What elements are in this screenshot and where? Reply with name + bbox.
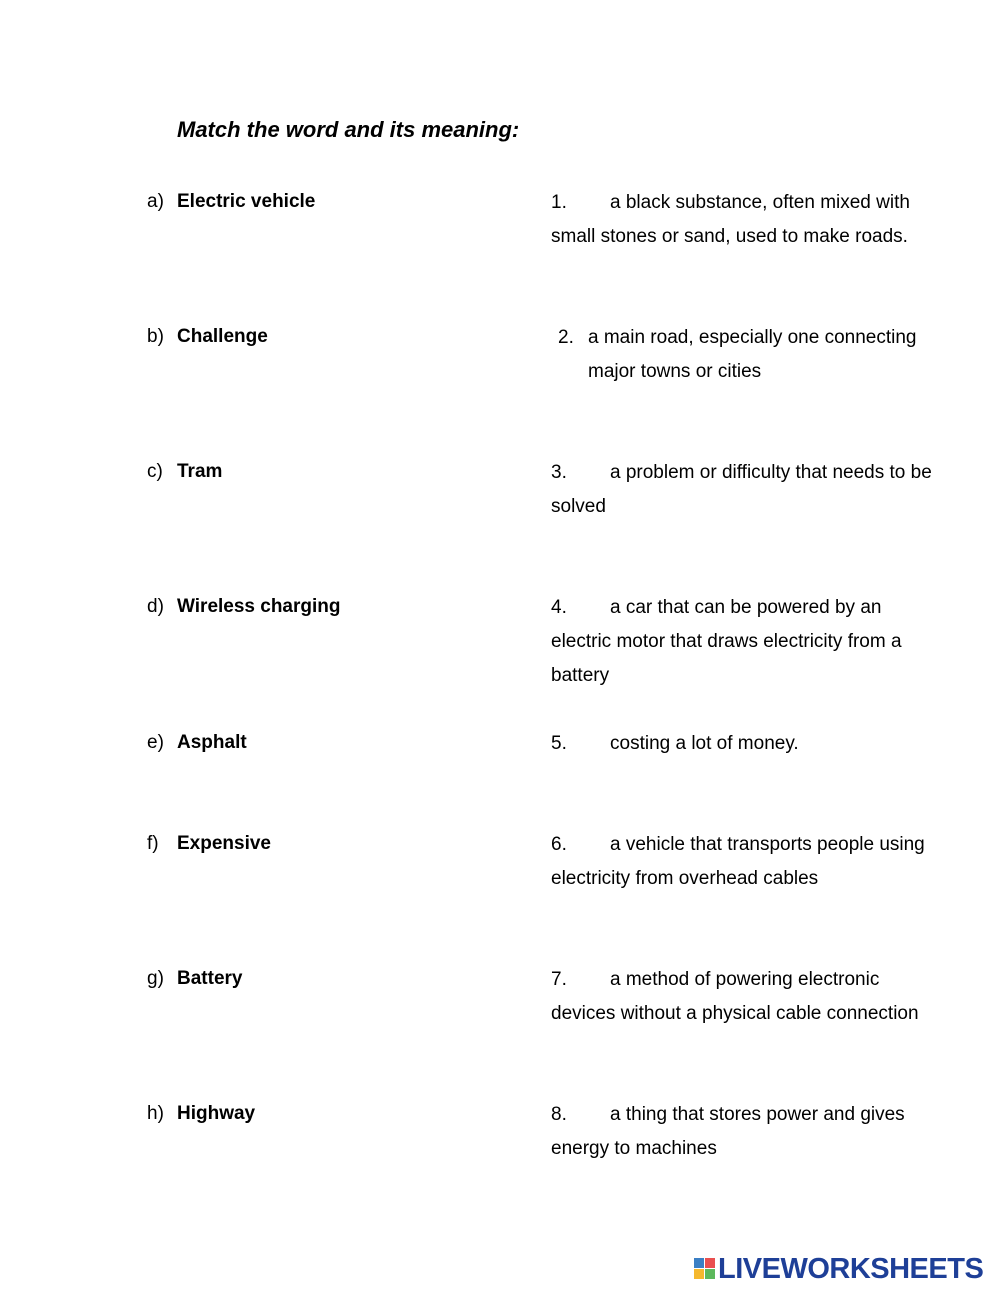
word-letter: h) [147,1103,164,1124]
meaning-text: costing a lot of money. [610,733,799,754]
word-term: Highway [177,1103,256,1124]
meaning-number: 8. [551,1104,567,1125]
word-item-b [147,326,268,348]
word-term: Tram [177,461,223,482]
meaning-number: 5. [551,733,567,754]
meaning-item-3 [551,456,941,524]
meaning-item-5 [551,727,941,761]
meaning-item-1 [551,186,941,254]
word-item-e [147,732,247,754]
meaning-item-4 [551,591,941,693]
meaning-number: 6. [551,834,567,855]
word-item-g [147,968,242,990]
word-term: Asphalt [177,732,247,753]
meaning-number: 7. [551,969,567,990]
meaning-item-7 [551,963,941,1031]
liveworksheets-logo[interactable] [694,1254,983,1284]
meaning-item-6 [551,828,941,896]
meaning-text: a method of powering electronic devices without a physical cable connection [551,969,919,1024]
word-letter: d) [147,596,164,617]
meaning-text: a car that can be powered by an electric motor that draws electricity from a battery [551,597,902,686]
word-term: Battery [177,968,243,989]
word-item-d [147,596,341,618]
word-term: Challenge [177,326,268,347]
word-item-f [147,833,271,855]
worksheet-title: Match the word and its meaning: [177,117,520,142]
meaning-item-2 [558,321,943,389]
word-letter: a) [147,191,164,212]
meaning-number: 1. [551,192,567,213]
meaning-number: 4. [551,597,567,618]
meaning-text: a black substance, often mixed with small stones or sand, used to make roads. [551,192,910,247]
meaning-text: a problem or difficulty that needs to be solved [551,462,932,517]
word-item-h [147,1103,255,1125]
word-letter: e) [147,732,164,753]
word-item-c [147,461,222,483]
liveworksheets-logo-icon [694,1258,716,1280]
word-letter: f) [147,833,159,854]
meaning-number: 3. [551,462,567,483]
meaning-text: a main road, especially one connecting major towns or cities [588,327,917,382]
word-letter: b) [147,326,164,347]
meaning-number: 2. [558,327,574,348]
word-item-a [147,191,315,213]
word-letter: g) [147,968,164,989]
word-letter: c) [147,461,163,482]
meaning-item-8 [551,1098,941,1166]
word-term: Wireless charging [177,596,341,617]
word-term: Electric vehicle [177,191,316,212]
liveworksheets-logo-text: LIVEWORKSHEETS [718,1252,984,1285]
meaning-text: a thing that stores power and gives energy to machines [551,1104,905,1159]
word-term: Expensive [177,833,271,854]
meaning-text: a vehicle that transports people using electricity from overhead cables [551,834,925,889]
